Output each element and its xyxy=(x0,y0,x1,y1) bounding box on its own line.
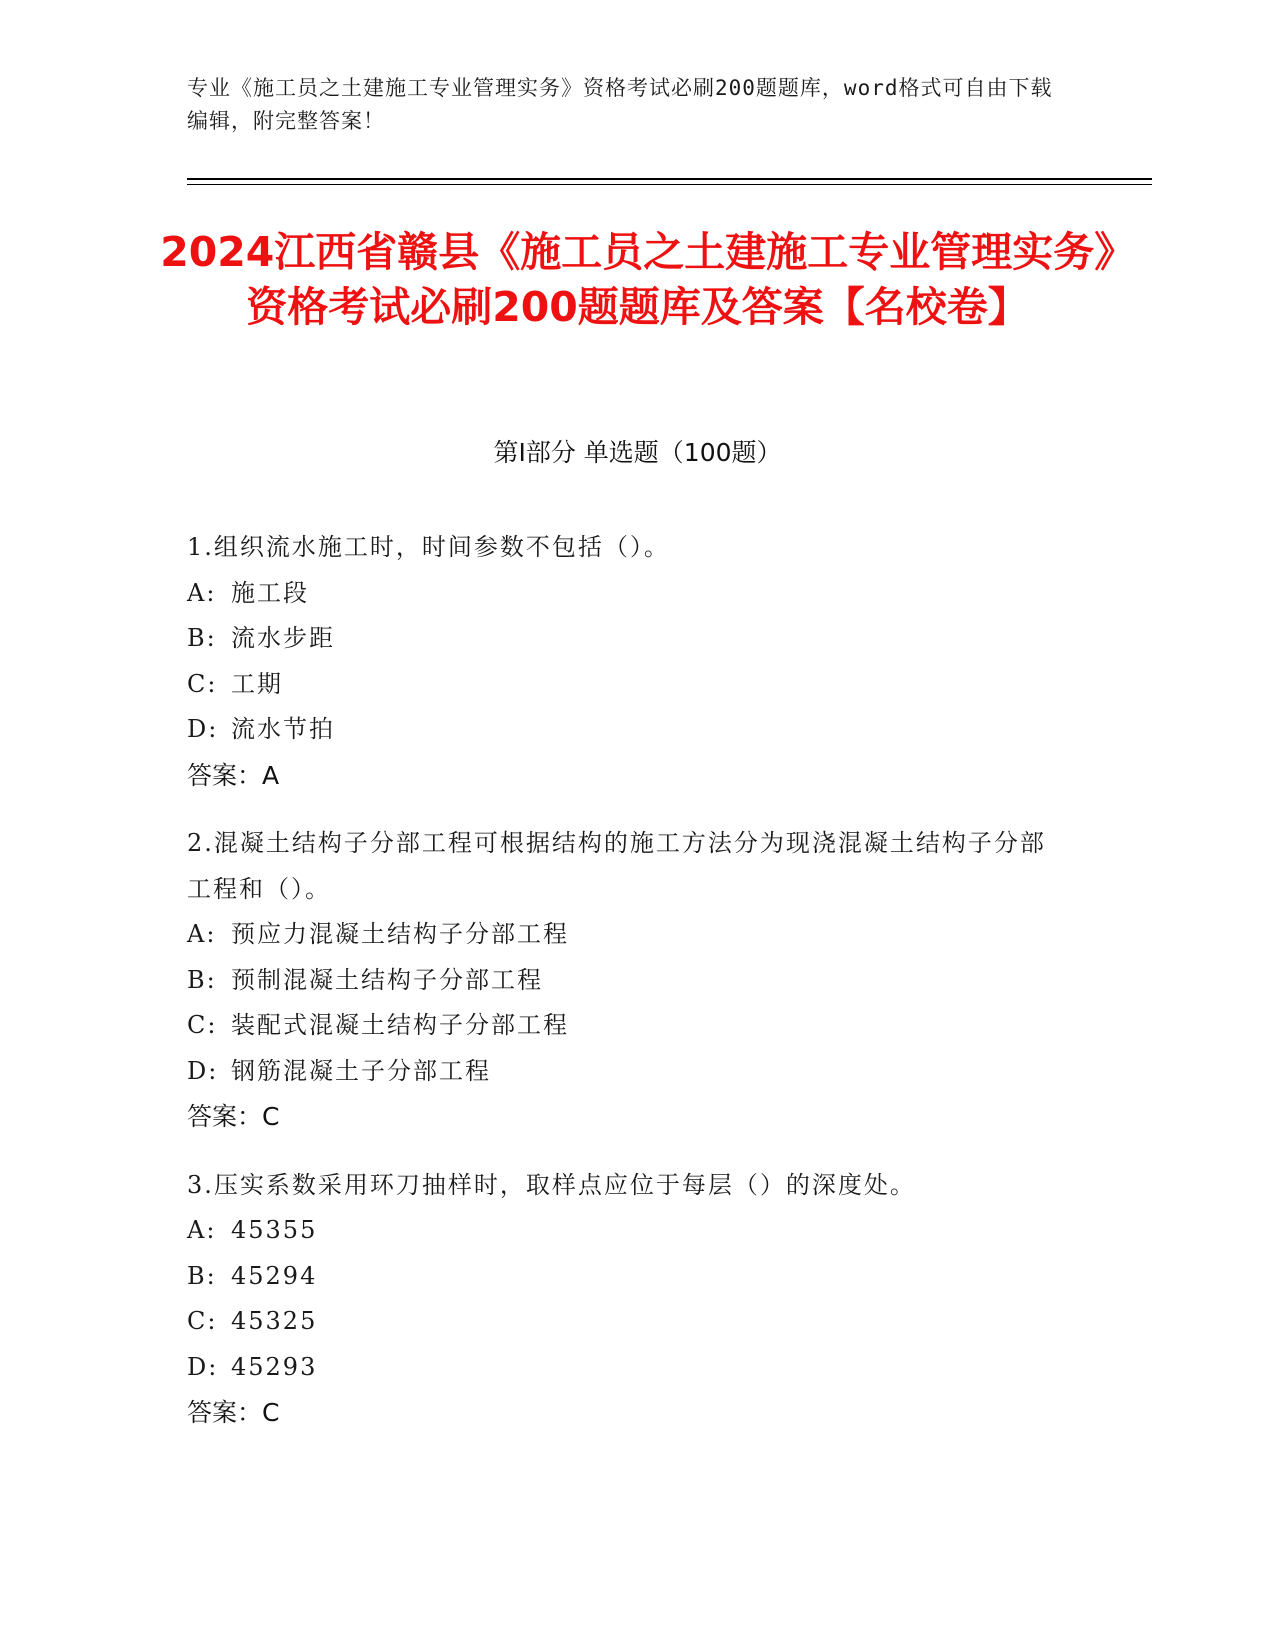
option-b xyxy=(187,616,1067,662)
option-text: 预应力混凝土结构子分部工程 xyxy=(231,920,569,948)
option-text: 预制混凝土结构子分部工程 xyxy=(231,965,543,994)
answer-value: A xyxy=(262,760,280,790)
answer-value: C xyxy=(262,1102,280,1131)
option-text: 装配式混凝土结构子分部工程 xyxy=(231,1011,569,1039)
option-letter: B: xyxy=(187,1261,217,1290)
question-item xyxy=(187,1163,1067,1436)
option-b xyxy=(187,958,1067,1004)
question-list xyxy=(187,525,1067,1459)
option-letter: D: xyxy=(187,1056,219,1085)
question-item xyxy=(187,821,1067,1140)
option-text: 流水节拍 xyxy=(231,715,335,743)
answer-line xyxy=(187,753,1067,799)
question-stem: 1.组织流水施工时，时间参数不包括（）。 xyxy=(187,533,670,561)
option-text: 45325 xyxy=(231,1307,318,1335)
option-a xyxy=(187,571,1067,617)
option-c xyxy=(187,662,1067,708)
option-letter: A: xyxy=(187,1216,217,1244)
option-d xyxy=(187,1049,1067,1095)
answer-label: 答案： xyxy=(187,1398,263,1427)
option-letter: B: xyxy=(187,965,217,994)
option-text: 工期 xyxy=(231,669,283,698)
option-a xyxy=(187,912,1067,958)
option-d xyxy=(187,707,1067,753)
answer-line xyxy=(187,1390,1067,1436)
header-divider-thick xyxy=(187,178,1152,180)
option-letter: C: xyxy=(187,1011,218,1039)
option-letter: C: xyxy=(187,669,218,698)
question-stem: 2.混凝土结构子分部工程可根据结构的施工方法分为现浇混凝土结构子分部工程和（）。 xyxy=(187,829,1046,903)
option-c xyxy=(187,1003,1067,1049)
option-letter: D: xyxy=(187,715,219,743)
question-stem: 3.压实系数采用环刀抽样时，取样点应位于每层（）的深度处。 xyxy=(187,1170,916,1199)
answer-line xyxy=(187,1094,1067,1140)
option-text: 流水步距 xyxy=(231,624,335,652)
option-letter: B: xyxy=(187,624,217,652)
answer-label: 答案： xyxy=(187,1102,263,1131)
option-b xyxy=(187,1254,1067,1300)
option-text: 45355 xyxy=(231,1216,318,1244)
option-letter: D: xyxy=(187,1352,219,1381)
option-text: 45293 xyxy=(231,1352,318,1381)
option-text: 施工段 xyxy=(231,578,309,607)
option-letter: A: xyxy=(187,578,217,607)
option-a xyxy=(187,1208,1067,1254)
option-letter: C: xyxy=(187,1307,218,1335)
header-note: 专业《施工员之土建施工专业管理实务》资格考试必刷200题题库，word格式可自由下载编辑，附完整答案！ xyxy=(187,76,1053,133)
section-heading: 第Ⅰ部分 单选题（100题） xyxy=(493,438,782,467)
header-divider-thin xyxy=(187,184,1152,185)
answer-label: 答案： xyxy=(187,760,263,790)
option-text: 钢筋混凝土子分部工程 xyxy=(231,1056,491,1085)
answer-value: C xyxy=(262,1398,280,1427)
document-title: 2024江西省赣县《施工员之土建施工专业管理实务》资格考试必刷200题题库及答案【名校卷】 xyxy=(160,228,1115,331)
option-c xyxy=(187,1299,1067,1345)
option-letter: A: xyxy=(187,920,217,948)
option-text: 45294 xyxy=(231,1261,318,1290)
question-item xyxy=(187,525,1067,798)
option-d xyxy=(187,1345,1067,1391)
